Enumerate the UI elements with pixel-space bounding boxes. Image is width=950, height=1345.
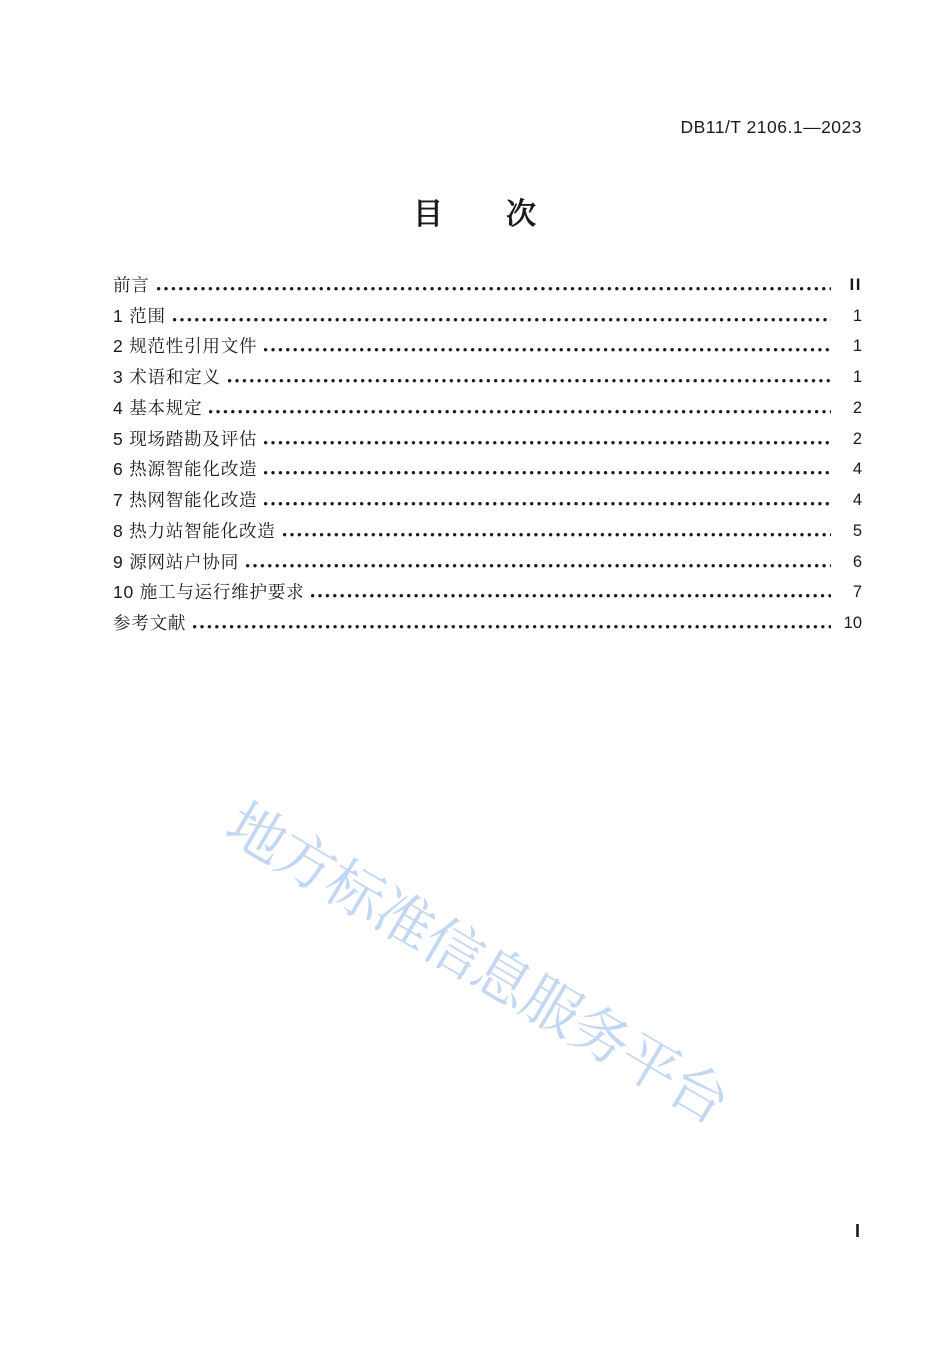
toc-leader-dots [264,502,831,507]
toc-leader-dots [264,348,831,353]
toc-entry-page: 2 [852,398,862,417]
toc-entry-page: 4 [852,491,862,510]
toc-entry [113,479,862,510]
toc-entry [113,387,862,418]
toc-entry-label: 8 热力站智能化改造 [113,520,276,541]
toc-entry [113,572,862,603]
toc-entry [113,264,862,295]
toc-entry-label: 9 源网站户协同 [113,551,239,572]
toc-entry [113,541,862,572]
toc-entry-page: II [849,275,862,295]
toc-entry-label: 3 术语和定义 [113,367,221,388]
toc-leader-dots [193,625,831,630]
toc-entry [113,602,862,633]
document-header [680,117,862,138]
toc-leader-dots [283,533,831,538]
toc-leader-dots [157,287,831,292]
toc-entry-page: 1 [852,337,862,356]
standard-number: DB11/T 2106.1—2023 [680,117,862,137]
toc-entry [113,449,862,480]
toc-entry [113,510,862,541]
toc-entry-label: 10 施工与运行维护要求 [113,582,305,603]
toc-leader-dots [173,318,831,323]
toc-entry-page: 1 [852,368,862,387]
toc-entry-page: 7 [852,583,862,602]
toc-entry-label: 7 热网智能化改造 [113,490,258,511]
toc-leader-dots [228,379,831,384]
toc-entry-label: 参考文献 [113,613,187,634]
toc-entry-label: 5 现场踏勘及评估 [113,428,258,449]
toc-entry [113,295,862,326]
toc-entry-page: 5 [852,521,862,540]
toc-entry-label: 2 规范性引用文件 [113,336,258,357]
toc-entry [113,356,862,387]
page-number: I [854,1221,860,1241]
page-title: 目 次 [413,198,537,231]
toc-leader-dots [246,564,831,569]
toc-leader-dots [264,441,831,446]
toc-entry-page: 4 [852,460,862,479]
toc-entry-label: 6 热源智能化改造 [113,459,258,480]
toc-leader-dots [209,410,831,415]
toc-entry-label: 4 基本规定 [113,397,203,418]
toc-entry-label: 1 范围 [113,305,166,326]
toc-list [113,264,862,633]
toc-leader-dots [311,594,831,599]
toc-entry-page: 10 [843,614,862,633]
watermark: 地方标准信息服务平台 [215,790,740,1137]
toc-leader-dots [264,471,831,476]
toc-entry-page: 1 [852,306,862,325]
toc-entry-page: 6 [852,552,862,571]
toc-entry [113,326,862,357]
toc-entry-label: 前言 [113,274,150,295]
toc-entry-page: 2 [852,429,862,448]
toc-entry [113,418,862,449]
